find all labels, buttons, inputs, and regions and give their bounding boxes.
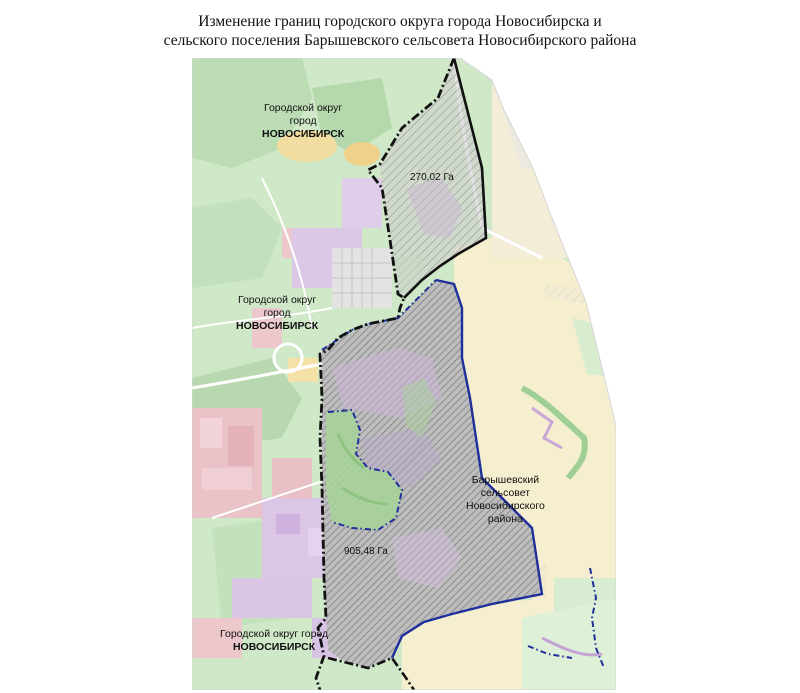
map-base	[192, 58, 616, 690]
label-city-middle-line-3: НОВОСИБИРСК	[236, 320, 319, 332]
map-canvas	[192, 58, 616, 690]
label-city-top-line-1: Городской округ	[263, 102, 343, 114]
label-baryshevsky-line-3: Новосибирского	[466, 500, 545, 512]
map-title	[0, 12, 800, 50]
label-city-bottom-line-1: Городской округ город	[220, 628, 329, 640]
label-city-top-line-2: город	[289, 115, 317, 127]
boundary-map	[192, 58, 616, 690]
label-city-bottom-line-2: НОВОСИБИРСК	[232, 641, 316, 653]
map-title-line-2: сельского поселения Барышевского сельсовета Новосибирского района	[163, 32, 637, 49]
area-label-south: 905,48 Га	[344, 546, 388, 557]
map-title-line-1: Изменение границ городского округа города Новосибирска и	[198, 13, 602, 30]
label-baryshevsky	[466, 474, 545, 526]
label-city-bottom	[220, 628, 328, 654]
label-baryshevsky-line-2: сельсовет	[480, 487, 531, 499]
label-city-middle-line-1: Городской округ	[237, 294, 317, 306]
label-baryshevsky-line-4: района	[487, 513, 523, 525]
label-city-top	[262, 102, 344, 141]
area-label-north: 270,02 Га	[410, 172, 454, 183]
label-city-top-line-3: НОВОСИБИРСК	[262, 128, 345, 140]
label-city-middle	[236, 294, 318, 333]
label-city-middle-line-2: город	[263, 307, 291, 319]
label-baryshevsky-line-1: Барышевский	[471, 474, 540, 486]
